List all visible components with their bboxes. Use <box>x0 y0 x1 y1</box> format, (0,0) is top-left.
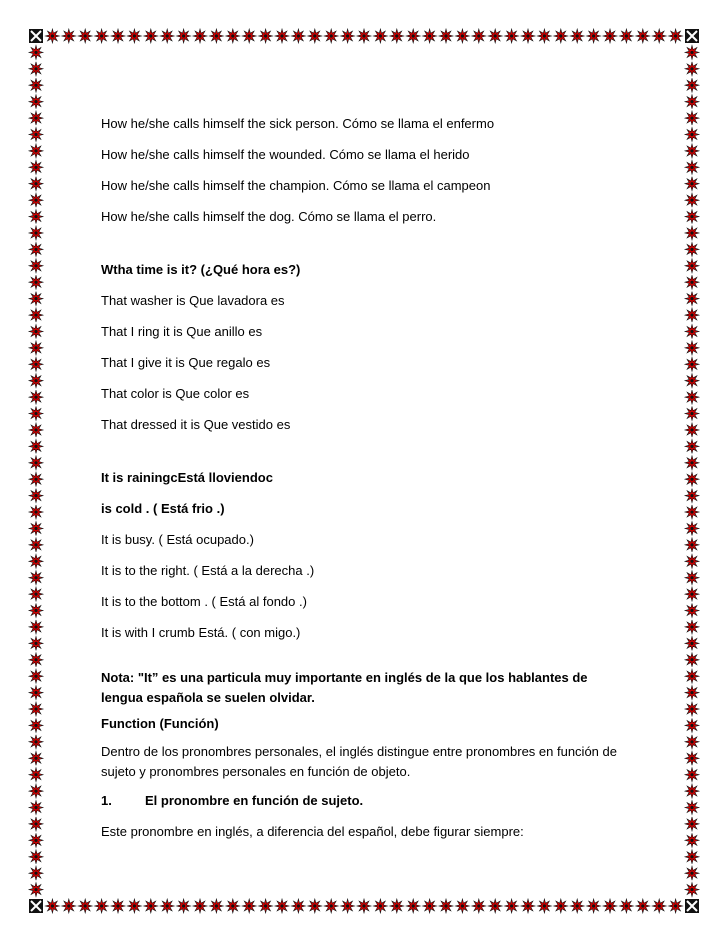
border-star-icon <box>472 899 486 913</box>
border-star-icon <box>209 899 223 913</box>
border-star-icon <box>685 833 699 847</box>
border-star-icon <box>29 784 43 798</box>
border-star-icon <box>521 29 535 43</box>
border-star-icon <box>685 111 699 125</box>
border-star-icon <box>652 899 666 913</box>
border-star-icon <box>29 259 43 273</box>
border-star-icon <box>685 604 699 618</box>
border-star-icon <box>619 899 633 913</box>
border-star-icon <box>570 29 584 43</box>
border-star-icon <box>62 29 76 43</box>
border-star-icon <box>357 29 371 43</box>
border-star-icon <box>669 899 683 913</box>
border-star-icon <box>308 899 322 913</box>
text-line-ring: That I ring it is Que anillo es <box>101 324 263 339</box>
border-star-icon <box>242 29 256 43</box>
border-star-icon <box>439 29 453 43</box>
border-star-icon <box>472 29 486 43</box>
border-star-icon <box>652 29 666 43</box>
border-star-icon <box>29 242 43 256</box>
border-star-icon <box>29 489 43 503</box>
border-star-icon <box>308 29 322 43</box>
border-star-icon <box>488 899 502 913</box>
border-star-icon <box>29 571 43 585</box>
border-star-icon <box>29 128 43 142</box>
border-star-icon <box>29 308 43 322</box>
border-star-icon <box>341 899 355 913</box>
border-star-icon <box>29 653 43 667</box>
border-corner-icon <box>29 29 43 43</box>
text-line-bottom: It is to the bottom . ( Está al fondo .) <box>101 594 307 609</box>
border-star-icon <box>29 718 43 732</box>
border-star-icon <box>29 78 43 92</box>
border-star-icon <box>685 554 699 568</box>
border-star-icon <box>685 407 699 421</box>
border-star-icon <box>685 505 699 519</box>
border-star-icon <box>144 29 158 43</box>
border-star-icon <box>78 29 92 43</box>
border-star-icon <box>537 29 551 43</box>
border-star-icon <box>390 29 404 43</box>
border-star-icon <box>685 571 699 585</box>
border-star-icon <box>390 899 404 913</box>
border-corner-icon <box>29 899 43 913</box>
border-star-icon <box>29 62 43 76</box>
text-line-washer: That washer is Que lavadora es <box>101 293 285 308</box>
border-star-icon <box>587 899 601 913</box>
border-star-icon <box>685 456 699 470</box>
border-star-icon <box>29 275 43 289</box>
border-star-icon <box>29 702 43 716</box>
border-star-icon <box>29 833 43 847</box>
border-star-icon <box>455 899 469 913</box>
border-star-icon <box>29 686 43 700</box>
border-star-icon <box>685 686 699 700</box>
border-star-icon <box>29 210 43 224</box>
heading-raining: It is rainingcEstá lloviendoc <box>101 470 273 485</box>
border-star-icon <box>291 899 305 913</box>
function-paragraph: Dentro de los pronombres personales, el inglés distingue entre pronombres en función de sujeto y pronombres personales en función de objeto. <box>101 744 617 779</box>
border-star-icon <box>685 160 699 174</box>
border-star-icon <box>45 29 59 43</box>
border-star-icon <box>127 29 141 43</box>
border-star-icon <box>505 29 519 43</box>
border-star-icon <box>29 456 43 470</box>
border-star-icon <box>242 899 256 913</box>
border-star-icon <box>29 636 43 650</box>
border-star-icon <box>685 866 699 880</box>
border-star-icon <box>685 226 699 240</box>
border-star-icon <box>373 899 387 913</box>
border-star-icon <box>29 817 43 831</box>
border-star-icon <box>193 899 207 913</box>
border-star-icon <box>685 45 699 59</box>
border-star-icon <box>29 144 43 158</box>
border-star-icon <box>291 29 305 43</box>
border-star-icon <box>685 193 699 207</box>
border-star-icon <box>619 29 633 43</box>
border-star-icon <box>685 653 699 667</box>
border-star-icon <box>685 439 699 453</box>
border-star-icon <box>29 505 43 519</box>
border-star-icon <box>685 669 699 683</box>
text-line-busy: It is busy. ( Está ocupado.) <box>101 532 254 547</box>
border-star-icon <box>62 899 76 913</box>
border-star-icon <box>29 538 43 552</box>
border-star-icon <box>685 636 699 650</box>
border-star-icon <box>685 325 699 339</box>
border-star-icon <box>373 29 387 43</box>
border-star-icon <box>193 29 207 43</box>
border-star-icon <box>111 29 125 43</box>
text-line-right: It is to the right. ( Está a la derecha .) <box>101 563 315 578</box>
border-star-icon <box>29 866 43 880</box>
text-line-last: Este pronombre en inglés, a diferencia del español, debe figurar siempre: <box>101 824 524 839</box>
border-star-icon <box>685 702 699 716</box>
border-star-icon <box>29 95 43 109</box>
border-star-icon <box>570 899 584 913</box>
border-star-icon <box>554 899 568 913</box>
function-heading: Function (Función) <box>101 716 219 731</box>
section-number: 1. <box>101 793 112 808</box>
border-star-icon <box>685 78 699 92</box>
border-star-icon <box>685 751 699 765</box>
border-star-icon <box>685 128 699 142</box>
border-star-icon <box>259 29 273 43</box>
border-star-icon <box>685 423 699 437</box>
heading-what-time: Wtha time is it? (¿Qué hora es?) <box>101 262 301 277</box>
border-star-icon <box>685 177 699 191</box>
border-star-icon <box>685 308 699 322</box>
border-star-icon <box>29 226 43 240</box>
border-star-icon <box>685 718 699 732</box>
border-star-icon <box>406 899 420 913</box>
border-star-icon <box>439 899 453 913</box>
border-star-icon <box>95 899 109 913</box>
border-star-icon <box>29 390 43 404</box>
text-line-dog: How he/she calls himself the dog. Cómo se llama el perro. <box>101 209 437 224</box>
border-star-icon <box>488 29 502 43</box>
border-star-icon <box>29 604 43 618</box>
border-star-icon <box>406 29 420 43</box>
border-star-icon <box>45 899 59 913</box>
border-star-icon <box>111 899 125 913</box>
border-star-icon <box>685 292 699 306</box>
border-star-icon <box>537 899 551 913</box>
border-corner-icon <box>685 29 699 43</box>
border-star-icon <box>275 899 289 913</box>
border-star-icon <box>455 29 469 43</box>
section-title: El pronombre en función de sujeto. <box>145 793 364 808</box>
border-star-icon <box>685 374 699 388</box>
border-star-icon <box>685 472 699 486</box>
border-star-icon <box>685 95 699 109</box>
border-star-icon <box>29 522 43 536</box>
border-star-icon <box>685 210 699 224</box>
border-star-icon <box>177 899 191 913</box>
border-star-icon <box>259 899 273 913</box>
border-star-icon <box>29 472 43 486</box>
border-star-icon <box>685 538 699 552</box>
border-star-icon <box>603 29 617 43</box>
border-star-icon <box>357 899 371 913</box>
border-star-icon <box>29 423 43 437</box>
border-star-icon <box>554 29 568 43</box>
border-star-icon <box>423 29 437 43</box>
border-star-icon <box>29 768 43 782</box>
border-star-icon <box>685 390 699 404</box>
border-star-icon <box>685 341 699 355</box>
border-star-icon <box>29 45 43 59</box>
border-star-icon <box>29 341 43 355</box>
border-star-icon <box>423 899 437 913</box>
text-line-color: That color is Que color es <box>101 386 250 401</box>
border-star-icon <box>685 850 699 864</box>
border-star-icon <box>685 242 699 256</box>
border-star-icon <box>685 801 699 815</box>
border-star-icon <box>95 29 109 43</box>
border-star-icon <box>160 29 174 43</box>
border-star-icon <box>587 29 601 43</box>
border-star-icon <box>636 29 650 43</box>
border-star-icon <box>685 620 699 634</box>
border-star-icon <box>685 489 699 503</box>
border-star-icon <box>29 735 43 749</box>
border-corner-icon <box>685 899 699 913</box>
border-star-icon <box>275 29 289 43</box>
text-line-with: It is with I crumb Está. ( con migo.) <box>101 625 301 640</box>
text-line-sick: How he/she calls himself the sick person. Cómo se llama el enfermo <box>101 116 495 131</box>
border-star-icon <box>685 587 699 601</box>
nota-paragraph: Nota: "It” es una particula muy importante en inglés de la que los hablantes de lengua española se suelen olvidar. <box>101 670 588 705</box>
border-star-icon <box>29 669 43 683</box>
border-star-icon <box>685 735 699 749</box>
border-star-icon <box>669 29 683 43</box>
heading-cold: is cold . ( Está frio .) <box>101 501 225 516</box>
border-star-icon <box>29 160 43 174</box>
border-star-icon <box>29 620 43 634</box>
border-star-icon <box>685 883 699 897</box>
text-line-wounded: How he/she calls himself the wounded. Cómo se llama el herido <box>101 147 470 162</box>
border-star-icon <box>324 899 338 913</box>
border-star-icon <box>29 292 43 306</box>
border-star-icon <box>29 177 43 191</box>
border-star-icon <box>209 29 223 43</box>
text-line-champion: How he/she calls himself the champion. Cómo se llama el campeon <box>101 178 491 193</box>
border-star-icon <box>685 357 699 371</box>
border-star-icon <box>29 587 43 601</box>
border-star-icon <box>324 29 338 43</box>
border-star-icon <box>341 29 355 43</box>
border-star-icon <box>29 751 43 765</box>
border-star-icon <box>160 899 174 913</box>
border-star-icon <box>29 407 43 421</box>
border-star-icon <box>685 259 699 273</box>
border-star-icon <box>29 111 43 125</box>
border-star-icon <box>29 850 43 864</box>
border-star-icon <box>29 801 43 815</box>
border-star-icon <box>685 144 699 158</box>
border-star-icon <box>29 374 43 388</box>
border-star-icon <box>603 899 617 913</box>
border-star-icon <box>226 899 240 913</box>
border-star-icon <box>29 357 43 371</box>
border-star-icon <box>127 899 141 913</box>
border-star-icon <box>685 62 699 76</box>
text-line-dressed: That dressed it is Que vestido es <box>101 417 291 432</box>
border-star-icon <box>29 554 43 568</box>
border-star-icon <box>636 899 650 913</box>
border-star-icon <box>78 899 92 913</box>
border-star-icon <box>685 275 699 289</box>
border-star-icon <box>144 899 158 913</box>
border-star-icon <box>505 899 519 913</box>
border-star-icon <box>685 768 699 782</box>
border-star-icon <box>685 522 699 536</box>
section-heading <box>101 793 363 809</box>
border-star-icon <box>29 193 43 207</box>
border-star-icon <box>685 784 699 798</box>
border-star-icon <box>29 439 43 453</box>
border-star-icon <box>685 817 699 831</box>
border-star-icon <box>177 29 191 43</box>
border-star-icon <box>521 899 535 913</box>
border-star-icon <box>29 883 43 897</box>
text-line-give: That I give it is Que regalo es <box>101 355 271 370</box>
border-star-icon <box>226 29 240 43</box>
border-star-icon <box>29 325 43 339</box>
